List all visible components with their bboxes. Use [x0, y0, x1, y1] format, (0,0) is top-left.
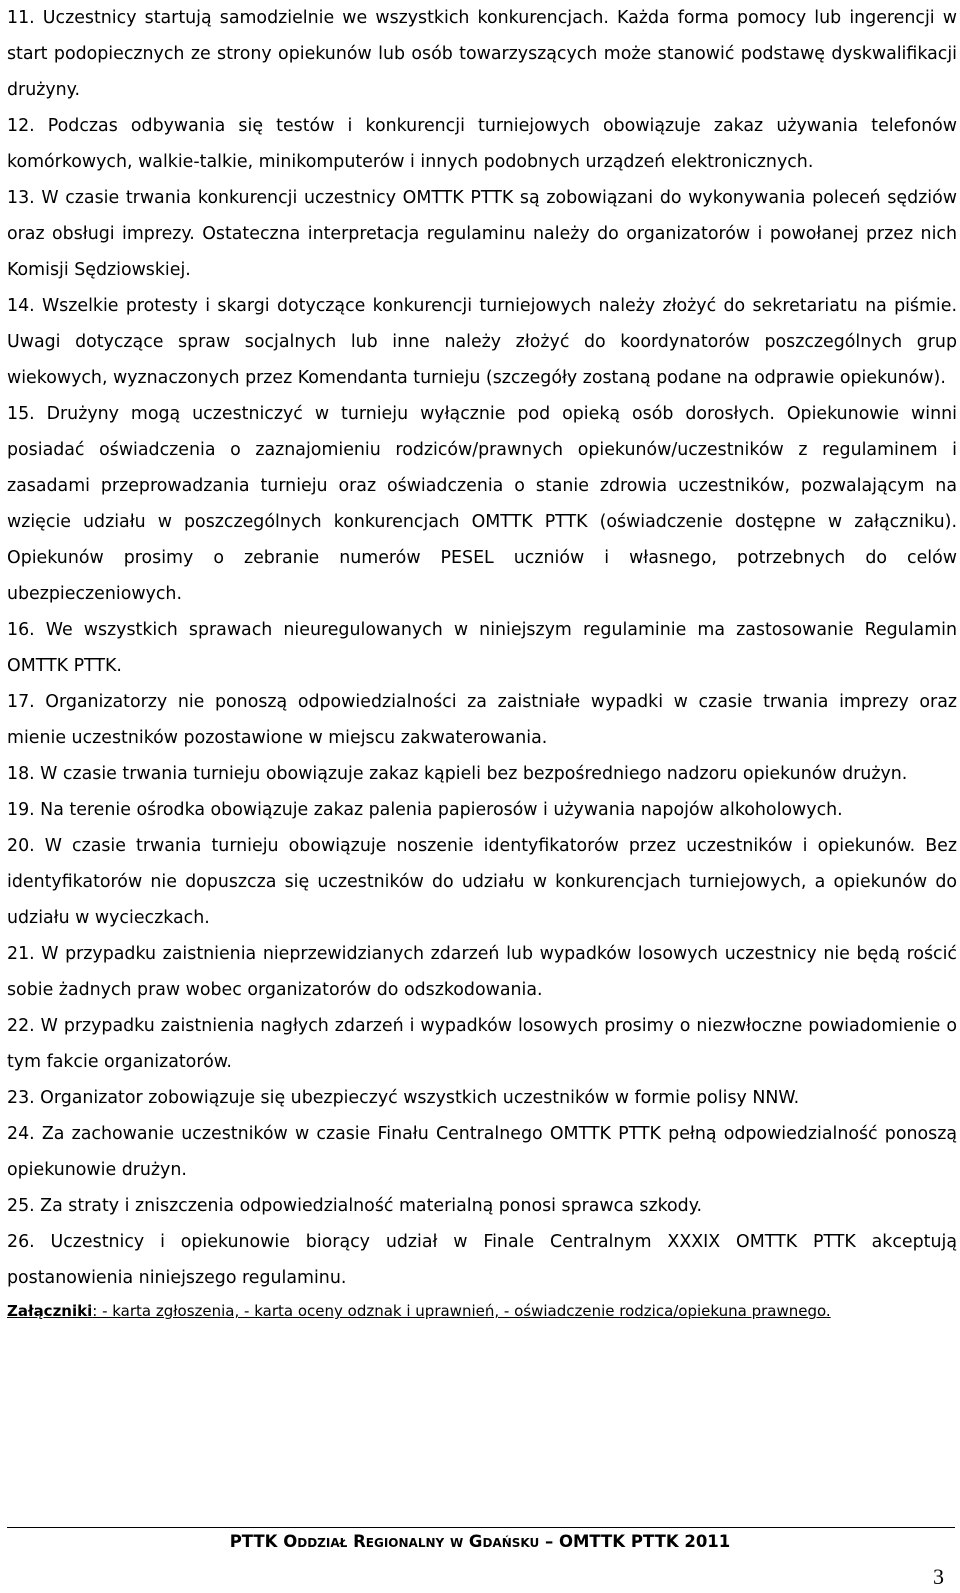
rule-15: 15. Drużyny mogą uczestniczyć w turnieju wyłącznie pod opieką osób dorosłych. Opiekunowie winni posiadać oświadczenia o zaznajomieniu rodziców/prawnych opiekunów/uczestników z regulaminem i zasadami przeprowadzania turnieju oraz oświadczenia o stanie zdrowia uczestników, pozwalającym na wzięcie udziału w poszczególnych konkurencjach OMTTK PTTK (oświadczenie dostępne w załączniku). Opiekunów prosimy o zebranie numerów PESEL uczniów i własnego, potrzebnych do celów ubezpieczeniowych.	[7, 404, 957, 604]
rule-14: 14. Wszelkie protesty i skargi dotyczące konkurencji turniejowych należy złożyć do sekretariatu na piśmie. Uwagi dotyczące spraw socjalnych lub inne należy złożyć do koordynatorów poszczególnych grup wiekowych, wyznaczonych przez Komendanta turnieju (szczegóły zostaną podane na odprawie opiekunów).	[7, 296, 957, 388]
rule-18: 18. W czasie trwania turnieju obowiązuje zakaz kąpieli bez bezpośredniego nadzoru opiekunów drużyn.	[7, 764, 908, 784]
footer-divider	[7, 1527, 955, 1528]
footer-org-prefix: PTTK	[229, 1532, 284, 1551]
rule-13: 13. W czasie trwania konkurencji uczestnicy OMTTK PTTK są zobowiązani do wykonywania poleceń sędziów oraz obsługi imprezy. Ostateczna interpretacja regulaminu należy do organizatorów i powołanej przez nich Komisji Sędziowskiej.	[7, 188, 957, 280]
rule-22: 22. W przypadku zaistnienia nagłych zdarzeń i wypadków losowych prosimy o niezwłoczne powiadomienie o tym fakcie organizatorów.	[7, 1016, 957, 1072]
rule-25: 25. Za straty i zniszczenia odpowiedzialność materialną ponosi sprawca szkody.	[7, 1196, 703, 1216]
page-footer	[0, 1531, 960, 1553]
rule-23: 23. Organizator zobowiązuje się ubezpieczyć wszystkich uczestników w formie polisy NNW.	[7, 1088, 800, 1108]
attachments-label: Załączniki	[7, 1302, 93, 1320]
rule-16: 16. We wszystkich sprawach nieuregulowanych w niniejszym regulaminie ma zastosowanie Regulamin OMTTK PTTK.	[7, 620, 957, 676]
footer-org-name: Oddział Regionalny w Gdańsku	[283, 1532, 540, 1551]
rule-24: 24. Za zachowanie uczestników w czasie Finału Centralnego OMTTK PTTK pełną odpowiedzialność ponoszą opiekunowie drużyn.	[7, 1124, 957, 1180]
rule-20: 20. W czasie trwania turnieju obowiązuje noszenie identyfikatorów przez uczestników i opiekunów. Bez identyfikatorów nie dopuszcza się uczestników do udziału w konkurencjach turniejowych, a opiekunów do udziału w wycieczkach.	[7, 836, 957, 928]
attachments-list: : - karta zgłoszenia, - karta oceny odznak i uprawnień, - oświadczenie rodzica/opiekuna prawnego.	[92, 1302, 831, 1320]
rule-19: 19. Na terenie ośrodka obowiązuje zakaz palenia papierosów i używania napojów alkoholowych.	[7, 800, 843, 820]
footer-event: – OMTTK PTTK 2011	[539, 1532, 731, 1551]
attachments-line	[7, 1300, 957, 1322]
rule-12: 12. Podczas odbywania się testów i konkurencji turniejowych obowiązuje zakaz używania telefonów komórkowych, walkie-talkie, minikomputerów i innych podobnych urządzeń elektronicznych.	[7, 116, 957, 172]
rule-26: 26. Uczestnicy i opiekunowie biorący udział w Finale Centralnym XXXIX OMTTK PTTK akceptują postanowienia niniejszego regulaminu.	[7, 1232, 957, 1288]
rule-11: 11. Uczestnicy startują samodzielnie we wszystkich konkurencjach. Każda forma pomocy lub ingerencji w start podopiecznych ze strony opiekunów lub osób towarzyszących może stanowić podstawę dyskwalifikacji drużyny.	[7, 8, 957, 100]
rule-21: 21. W przypadku zaistnienia nieprzewidzianych zdarzeń lub wypadków losowych uczestnicy nie będą rościć sobie żadnych praw wobec organizatorów do odszkodowania.	[7, 944, 957, 1000]
page-number: 3	[933, 1564, 944, 1589]
rule-17: 17. Organizatorzy nie ponoszą odpowiedzialności za zaistniałe wypadki w czasie trwania imprezy oraz mienie uczestników pozostawione w miejscu zakwaterowania.	[7, 692, 957, 748]
regulations-body	[7, 0, 957, 1322]
